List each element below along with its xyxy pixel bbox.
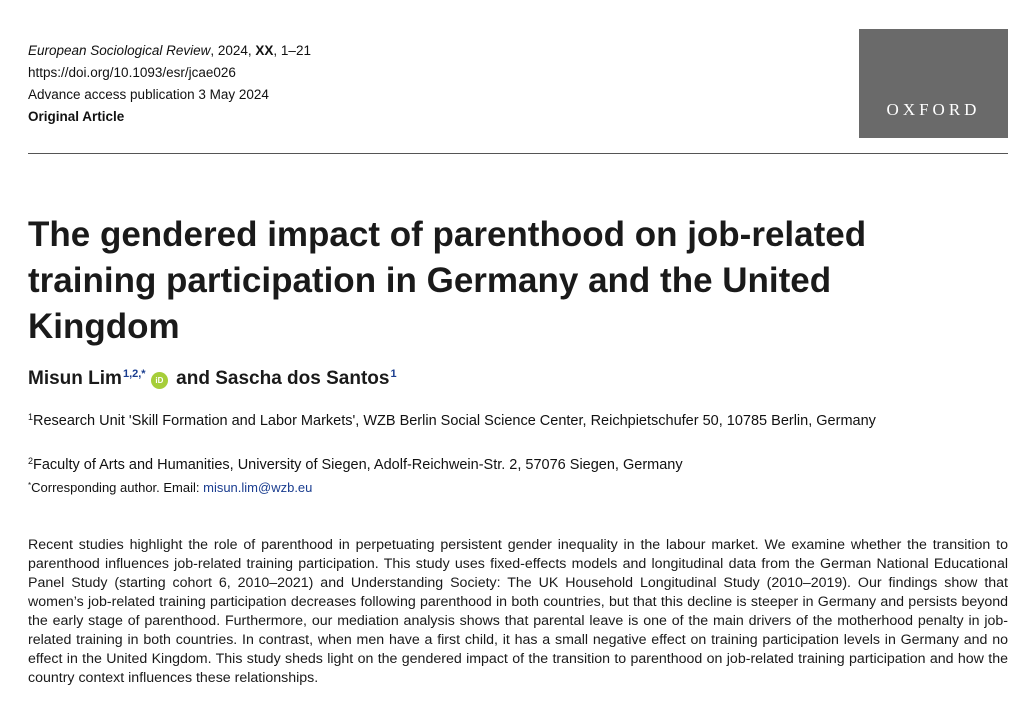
journal-citation (28, 40, 311, 62)
article-type: Original Article (28, 109, 125, 124)
journal-pages: , 1–21 (273, 43, 311, 58)
affiliation (28, 452, 1008, 475)
author-name[interactable]: Sascha dos Santos (215, 368, 390, 389)
author-affiliation-marker: 1 (390, 368, 397, 380)
author-list (28, 368, 397, 390)
journal-name: European Sociological Review (28, 43, 211, 58)
publisher-logo (859, 29, 1008, 138)
header-divider (28, 153, 1008, 154)
access-date: Advance access publication 3 May 2024 (28, 87, 269, 102)
author-name[interactable]: Misun Lim (28, 368, 122, 389)
journal-year: , 2024, (210, 43, 256, 58)
affiliation-marker: 1 (28, 412, 34, 422)
email-link[interactable]: misun.lim@wzb.eu (203, 480, 313, 495)
article-title: The gendered impact of parenthood on job-related training participation in Germany and the United Kingdom (28, 215, 867, 346)
doi-link[interactable]: https://doi.org/10.1093/esr/jcae026 (28, 65, 236, 80)
journal-volume: XX (255, 43, 274, 58)
article-meta (28, 40, 311, 128)
correspondence-label: Corresponding author. Email: (31, 480, 204, 495)
abstract: Recent studies highlight the role of parenthood in perpetuating persistent gender inequality in the labour market. We examine whether the transition to parenthood influences job-related training participation. This study uses fixed-effects models and longitudinal data from the German National Educational Panel Study (starting cohort 6, 2010–2021) and Understanding Society: The UK Household Longitudinal Study (2010–2019). Our findings show that women’s job-related training participation decreases following parenthood in both countries, but that this decline is steeper in Germany and persists beyond the early stage of parenthood. Furthermore, our mediation analysis shows that parental leave is one of the main drivers of the motherhood penalty in job-related training in both countries. In contrast, when men have a first child, it has a small negative effect on training participation levels in Germany and no effect in the United Kingdom. This study sheds light on the gendered impact of the transition to parenthood on job-related training participation and how the country context influences these relationships. (28, 537, 1008, 686)
affiliation-text: Faculty of Arts and Humanities, University of Siegen, Adolf-Reichwein-Str. 2, 57076 Siegen, Germany (33, 457, 683, 473)
orcid-icon[interactable]: iD (151, 372, 168, 389)
affiliation-text: Research Unit 'Skill Formation and Labor Markets', WZB Berlin Social Science Center, Reichpietschufer 50, 10785 Berlin, Germany (33, 413, 876, 429)
author-affiliation-marker: 1,2,* (122, 368, 146, 380)
correspondence-marker: * (28, 481, 32, 490)
author-separator: and (176, 368, 210, 389)
affiliation-marker: 2 (28, 456, 34, 466)
correspondence-note (28, 480, 312, 495)
affiliation (28, 408, 1008, 431)
publisher-logo-text: OXFORD (886, 100, 981, 119)
